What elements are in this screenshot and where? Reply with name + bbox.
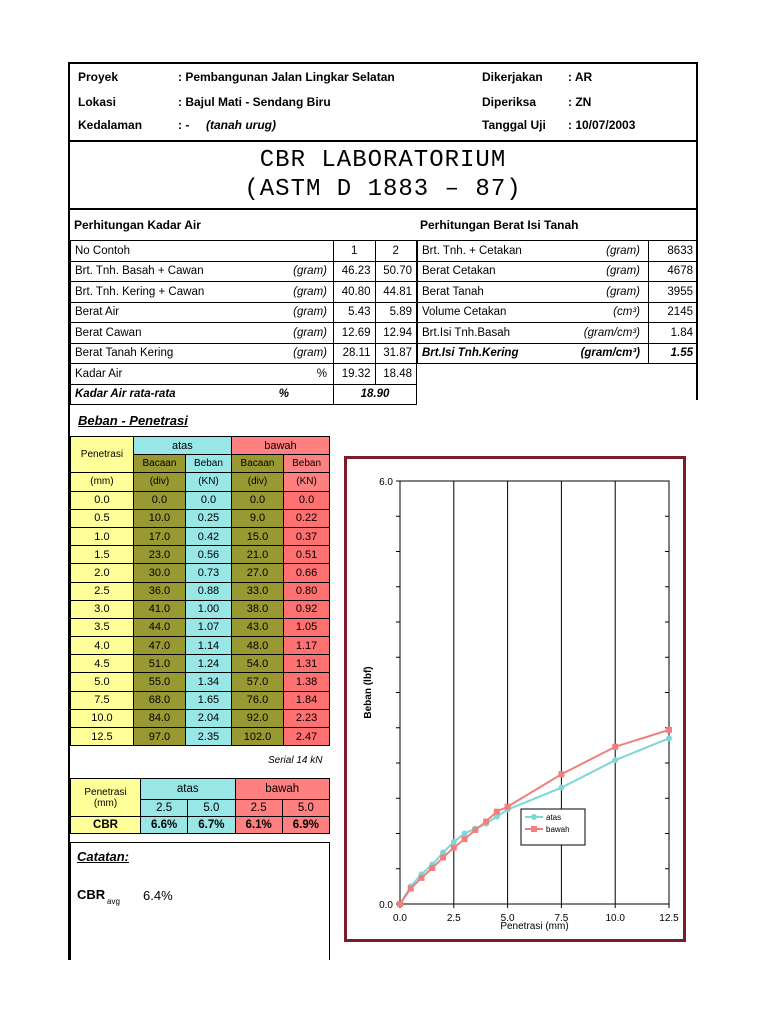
beban-cell: 47.0 — [133, 637, 185, 655]
point-bawah — [451, 845, 457, 851]
beban-cell: 43.0 — [231, 618, 283, 636]
beban-cell: 2.5 — [71, 582, 134, 600]
beban-cell: 0.51 — [284, 546, 330, 564]
beban-row — [71, 673, 330, 691]
beban-row — [71, 600, 330, 618]
kadar-air-v2: 2 — [375, 241, 417, 262]
kadar-air-avg-text: Kadar Air rata-rata — [75, 388, 176, 401]
title-line-1: CBR LABORATORIUM — [259, 147, 507, 174]
cbr-penetrasi-text: Penetrasi — [84, 786, 127, 798]
berat-isi-label-text: Volume Cetakan — [422, 306, 507, 319]
berat-isi-row — [418, 302, 698, 323]
cbr-penetrasi-label — [71, 779, 141, 817]
y-tick-label: 6.0 — [379, 477, 393, 488]
cbr-val-3: 6.1% — [235, 817, 282, 834]
kadar-air-label — [71, 343, 334, 364]
kadar-air-label-text: No Contoh — [75, 244, 130, 257]
kadar-air-label — [71, 364, 334, 385]
beban-cell: 92.0 — [231, 709, 283, 727]
beban-table — [70, 436, 330, 746]
kedalaman-note: (tanah urug) — [206, 118, 276, 132]
x-tick-label: 7.5 — [554, 913, 569, 924]
kadar-air-label-text: Berat Tanah Kering — [75, 347, 174, 360]
beban-cell: 0.92 — [284, 600, 330, 618]
berat-isi-unit: (gram/cm³) — [580, 347, 640, 360]
catatan-box — [70, 842, 330, 960]
serial-note: Serial 14 kN — [268, 755, 323, 766]
beban-cell: 0.42 — [186, 527, 232, 545]
point-atas — [462, 831, 468, 837]
kadar-air-unit: (gram) — [293, 265, 327, 278]
tanggal-label: Tanggal Uji — [482, 118, 546, 132]
sub-bacaan-atas: Bacaan — [133, 455, 185, 473]
beban-cell: 1.5 — [71, 546, 134, 564]
kadar-air-v1: 12.69 — [334, 323, 376, 344]
col-atas: atas — [133, 437, 231, 455]
point-atas — [666, 735, 672, 741]
kadar-air-label-text: Brt. Tnh. Kering + Cawan — [75, 285, 205, 298]
kadar-air-row — [71, 323, 417, 344]
tanggal-value: : 10/07/2003 — [568, 118, 636, 132]
beban-cell: 27.0 — [231, 564, 283, 582]
beban-row — [71, 546, 330, 564]
col-penetrasi: Penetrasi — [71, 437, 134, 473]
kadar-air-unit: (gram) — [293, 306, 327, 319]
beban-cell: 23.0 — [133, 546, 185, 564]
point-bawah — [419, 875, 425, 881]
beban-cell: 1.38 — [284, 673, 330, 691]
cbr-bawah-label: bawah — [235, 779, 330, 800]
beban-row — [71, 728, 330, 746]
cbr-val-1: 6.6% — [141, 817, 188, 834]
berat-isi-unit: (gram) — [606, 265, 640, 278]
unit-kn-bawah: (KN) — [284, 473, 330, 491]
kadar-air-avg-label — [71, 384, 334, 405]
berat-isi-label-text: Brt.Isi Tnh.Kering — [422, 347, 519, 360]
cbr-pen-4: 5.0 — [282, 800, 329, 817]
kadar-air-table — [70, 240, 417, 405]
kadar-air-v1: 5.43 — [334, 302, 376, 323]
kadar-air-label — [71, 282, 334, 303]
berat-isi-row — [418, 261, 698, 282]
header-box — [68, 62, 698, 142]
beban-cell: 0.25 — [186, 509, 232, 527]
beban-cell: 9.0 — [231, 509, 283, 527]
beban-cell: 30.0 — [133, 564, 185, 582]
beban-cell: 48.0 — [231, 637, 283, 655]
kadar-air-v2: 44.81 — [375, 282, 417, 303]
point-bawah — [494, 809, 500, 815]
point-bawah — [483, 819, 489, 825]
beban-cell: 102.0 — [231, 728, 283, 746]
kadar-air-row — [71, 343, 417, 364]
berat-isi-unit: (gram) — [606, 285, 640, 298]
berat-isi-row — [418, 282, 698, 303]
beban-cell: 0.88 — [186, 582, 232, 600]
berat-isi-label-text: Brt. Tnh. + Cetakan — [422, 244, 522, 257]
x-tick-label: 2.5 — [446, 913, 461, 924]
beban-cell: 0.0 — [71, 491, 134, 509]
beban-cell: 84.0 — [133, 709, 185, 727]
berat-isi-value: 1.84 — [649, 323, 698, 344]
kadar-air-row — [71, 282, 417, 303]
x-tick-label: 12.5 — [659, 913, 679, 924]
lokasi-label: Lokasi — [78, 95, 117, 109]
cbr-pen-2: 5.0 — [188, 800, 235, 817]
cbr-label: CBR — [71, 817, 141, 834]
beban-cell: 51.0 — [133, 655, 185, 673]
berat-isi-value: 8633 — [649, 241, 698, 262]
beban-cell: 54.0 — [231, 655, 283, 673]
title-box — [68, 142, 698, 210]
beban-row — [71, 564, 330, 582]
beban-cell: 1.24 — [186, 655, 232, 673]
beban-cell: 5.0 — [71, 673, 134, 691]
x-tick-label: 5.0 — [500, 913, 515, 924]
berat-isi-row — [418, 323, 698, 344]
point-bawah — [440, 854, 446, 860]
cbr-pen-3: 2.5 — [235, 800, 282, 817]
beban-cell: 1.84 — [284, 691, 330, 709]
kadar-air-v1: 1 — [334, 241, 376, 262]
berat-isi-row — [418, 343, 698, 364]
berat-isi-unit: (cm³) — [613, 306, 640, 319]
y-axis-label: Beban (lbf) — [363, 666, 374, 719]
kadar-air-row — [71, 241, 417, 262]
beban-cell: 1.31 — [284, 655, 330, 673]
beban-cell: 1.0 — [71, 527, 134, 545]
col-bawah: bawah — [231, 437, 329, 455]
beban-cell: 38.0 — [231, 600, 283, 618]
kadar-air-v2: 12.94 — [375, 323, 417, 344]
title-line-2: (ASTM D 1883 – 87) — [244, 176, 522, 203]
kadar-air-unit: (gram) — [293, 285, 327, 298]
kadar-air-heading: Perhitungan Kadar Air — [74, 218, 201, 232]
beban-penetrasi-chart — [347, 459, 683, 939]
point-atas — [558, 785, 564, 791]
beban-cell: 0.0 — [284, 491, 330, 509]
beban-cell: 0.37 — [284, 527, 330, 545]
berat-isi-label — [418, 282, 649, 303]
kedalaman-label: Kedalaman — [78, 118, 143, 132]
kadar-air-label-text: Berat Air — [75, 306, 120, 319]
beban-row — [71, 582, 330, 600]
beban-heading: Beban - Penetrasi — [78, 413, 188, 428]
beban-cell: 3.0 — [71, 600, 134, 618]
berat-isi-label-text: Berat Cetakan — [422, 265, 496, 278]
beban-row — [71, 527, 330, 545]
x-axis-label: Penetrasi (mm) — [500, 921, 569, 932]
kedalaman-value: : - — [178, 118, 190, 132]
berat-isi-table — [417, 240, 698, 364]
point-bawah — [558, 771, 564, 777]
kadar-air-unit: % — [316, 367, 327, 380]
kadar-air-row — [71, 364, 417, 385]
berat-isi-label — [418, 323, 649, 344]
berat-isi-value: 3955 — [649, 282, 698, 303]
berat-isi-value: 4678 — [649, 261, 698, 282]
proyek-label: Proyek — [78, 70, 119, 84]
kadar-air-label — [71, 261, 334, 282]
kadar-air-label-text: Kadar Air — [75, 367, 123, 380]
beban-cell: 0.66 — [284, 564, 330, 582]
beban-cell: 0.0 — [186, 491, 232, 509]
kadar-air-row — [71, 261, 417, 282]
dikerjakan-value: : AR — [568, 70, 593, 84]
kadar-air-avg-unit: % — [278, 388, 289, 401]
kadar-air-unit: (gram) — [293, 326, 327, 339]
point-bawah — [666, 727, 672, 733]
legend-label-bawah: bawah — [546, 825, 570, 834]
beban-cell: 57.0 — [231, 673, 283, 691]
cbr-avg-sub: avg — [107, 897, 120, 906]
beban-cell: 0.80 — [284, 582, 330, 600]
cbr-mm-text: (mm) — [93, 797, 118, 809]
point-bawah — [397, 901, 403, 907]
beban-cell: 2.0 — [71, 564, 134, 582]
x-tick-label: 0.0 — [393, 913, 407, 924]
kadar-air-label-text: Berat Cawan — [75, 326, 142, 339]
kadar-air-avg-row — [71, 384, 417, 405]
kadar-air-v2: 5.89 — [375, 302, 417, 323]
sub-bacaan-bawah: Bacaan — [231, 455, 283, 473]
beban-cell: 2.47 — [284, 728, 330, 746]
sub-beban-bawah: Beban — [284, 455, 330, 473]
cbr-pen-1: 2.5 — [141, 800, 188, 817]
beban-cell: 15.0 — [231, 527, 283, 545]
lokasi-value: : Bajul Mati - Sendang Biru — [178, 95, 331, 109]
kadar-air-label-text: Brt. Tnh. Basah + Cawan — [75, 265, 204, 278]
chart-frame — [344, 456, 686, 942]
beban-cell: 33.0 — [231, 582, 283, 600]
kadar-air-label — [71, 323, 334, 344]
legend-label-atas: atas — [546, 813, 562, 822]
kadar-air-v1: 46.23 — [334, 261, 376, 282]
beban-cell: 41.0 — [133, 600, 185, 618]
beban-cell: 2.04 — [186, 709, 232, 727]
point-bawah — [505, 804, 511, 810]
unit-kn-atas: (KN) — [186, 473, 232, 491]
beban-row — [71, 509, 330, 527]
beban-cell: 2.23 — [284, 709, 330, 727]
beban-cell: 10.0 — [71, 709, 134, 727]
point-bawah — [612, 744, 618, 750]
beban-row — [71, 491, 330, 509]
berat-isi-value: 1.55 — [649, 343, 698, 364]
kadar-air-v2: 18.48 — [375, 364, 417, 385]
cbr-avg-label: CBR — [77, 887, 106, 902]
catatan-label: Catatan: — [77, 849, 130, 864]
beban-cell: 2.35 — [186, 728, 232, 746]
point-bawah — [462, 836, 468, 842]
legend-marker-atas — [531, 814, 537, 820]
beban-cell: 12.5 — [71, 728, 134, 746]
beban-cell: 1.14 — [186, 637, 232, 655]
beban-cell: 0.73 — [186, 564, 232, 582]
beban-row — [71, 709, 330, 727]
cbr-table — [70, 778, 330, 834]
x-tick-label: 10.0 — [605, 913, 625, 924]
beban-cell: 97.0 — [133, 728, 185, 746]
beban-cell: 36.0 — [133, 582, 185, 600]
diperiksa-label: Diperiksa — [482, 95, 537, 109]
kadar-air-row — [71, 302, 417, 323]
beban-cell: 21.0 — [231, 546, 283, 564]
kadar-air-label — [71, 302, 334, 323]
proyek-value: : Pembangunan Jalan Lingkar Selatan — [178, 70, 395, 84]
beban-row — [71, 618, 330, 636]
cbr-val-2: 6.7% — [188, 817, 235, 834]
beban-cell: 4.5 — [71, 655, 134, 673]
beban-cell: 17.0 — [133, 527, 185, 545]
beban-cell: 44.0 — [133, 618, 185, 636]
berat-isi-label-text: Berat Tanah — [422, 285, 484, 298]
beban-cell: 1.00 — [186, 600, 232, 618]
kadar-air-v2: 31.87 — [375, 343, 417, 364]
cbr-val-4: 6.9% — [282, 817, 329, 834]
beban-cell: 0.56 — [186, 546, 232, 564]
beban-cell: 1.65 — [186, 691, 232, 709]
sub-beban-atas: Beban — [186, 455, 232, 473]
cbr-avg-value: 6.4% — [143, 888, 173, 903]
kadar-air-unit: (gram) — [293, 347, 327, 360]
beban-cell: 0.22 — [284, 509, 330, 527]
legend-marker-bawah — [531, 826, 537, 832]
kadar-air-v1: 19.32 — [334, 364, 376, 385]
beban-row — [71, 655, 330, 673]
berat-isi-label — [418, 241, 649, 262]
unit-div-atas: (div) — [133, 473, 185, 491]
dikerjakan-label: Dikerjakan — [482, 70, 543, 84]
kadar-air-v2: 50.70 — [375, 261, 417, 282]
beban-cell: 55.0 — [133, 673, 185, 691]
unit-mm: (mm) — [71, 473, 134, 491]
berat-isi-unit: (gram/cm³) — [583, 326, 640, 339]
berat-isi-heading: Perhitungan Berat Isi Tanah — [420, 218, 579, 232]
kadar-air-label — [71, 241, 334, 262]
point-bawah — [472, 827, 478, 833]
berat-isi-label — [418, 343, 649, 364]
point-bawah — [429, 865, 435, 871]
beban-cell: 68.0 — [133, 691, 185, 709]
point-atas — [451, 839, 457, 845]
beban-cell: 0.5 — [71, 509, 134, 527]
kadar-air-v1: 40.80 — [334, 282, 376, 303]
beban-cell: 76.0 — [231, 691, 283, 709]
beban-cell: 1.17 — [284, 637, 330, 655]
point-atas — [612, 757, 618, 763]
kadar-air-avg-value: 18.90 — [334, 384, 417, 405]
beban-cell: 4.0 — [71, 637, 134, 655]
beban-cell: 1.34 — [186, 673, 232, 691]
berat-isi-unit: (gram) — [606, 244, 640, 257]
beban-cell: 0.0 — [231, 491, 283, 509]
berat-isi-row — [418, 241, 698, 262]
unit-div-bawah: (div) — [231, 473, 283, 491]
berat-isi-label — [418, 261, 649, 282]
diperiksa-value: : ZN — [568, 95, 592, 109]
beban-cell: 3.5 — [71, 618, 134, 636]
point-bawah — [408, 885, 414, 891]
beban-cell: 7.5 — [71, 691, 134, 709]
berat-isi-value: 2145 — [649, 302, 698, 323]
beban-row — [71, 691, 330, 709]
beban-cell: 10.0 — [133, 509, 185, 527]
beban-cell: 0.0 — [133, 491, 185, 509]
berat-isi-label — [418, 302, 649, 323]
cbr-atas-label: atas — [141, 779, 235, 800]
beban-row — [71, 637, 330, 655]
beban-cell: 1.07 — [186, 618, 232, 636]
kadar-air-v1: 28.11 — [334, 343, 376, 364]
y-tick-label: 0.0 — [379, 900, 393, 911]
berat-isi-label-text: Brt.Isi Tnh.Basah — [422, 326, 510, 339]
beban-cell: 1.05 — [284, 618, 330, 636]
